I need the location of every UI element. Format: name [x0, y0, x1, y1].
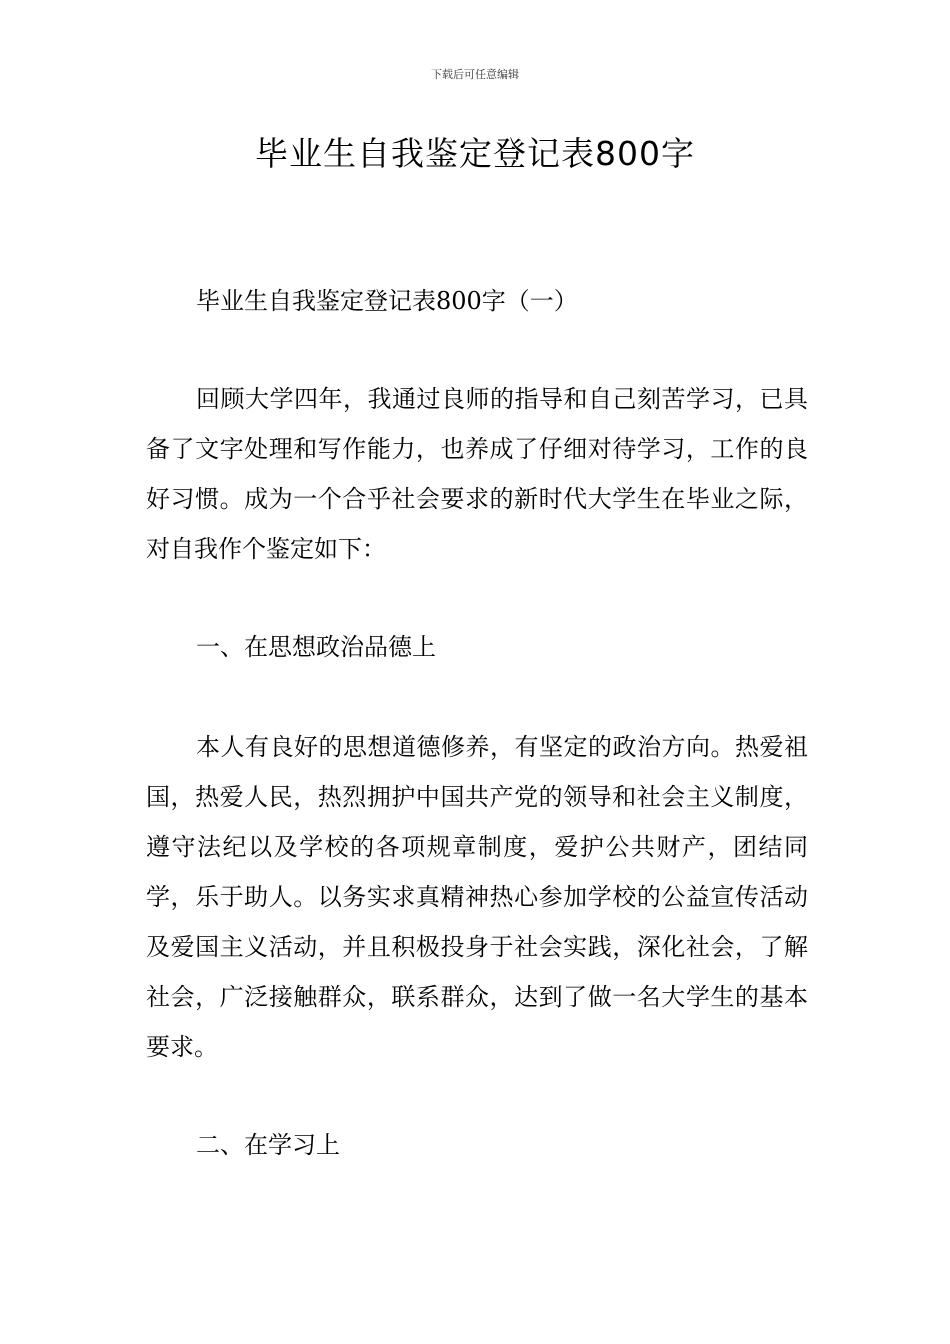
section-heading-1: 一、在思想政治品德上	[196, 633, 436, 661]
intro-paragraph: 回顾大学四年，我通过良师的指导和自己刻苦学习，已具备了文字处理和写作能力，也养成了仔细对待学习，工作的良好习惯。成为一个合乎社会要求的新时代大学生在毕业之际，对自我作个鉴定如下：	[146, 385, 808, 563]
document-subtitle: 毕业生自我鉴定登记表800字（一）	[196, 287, 578, 315]
document-title: 毕业生自我鉴定登记表800字	[255, 134, 695, 173]
section-heading-2: 二、在学习上	[196, 1131, 340, 1159]
header-note: 下载后可任意编辑	[431, 68, 519, 81]
section-body-1: 本人有良好的思想道德修养，有坚定的政治方向。热爱祖国，热爱人民，热烈拥护中国共产党的领导和社会主义制度，遵守法纪以及学校的各项规章制度，爱护公共财产，团结同学，乐于助人。以务实求真精神热心参加学校的公益宣传活动及爱国主义活动，并且积极投身于社会实践，深化社会，了解社会，广泛接触群众，联系群众，达到了做一名大学生的基本要求。	[146, 733, 808, 1061]
